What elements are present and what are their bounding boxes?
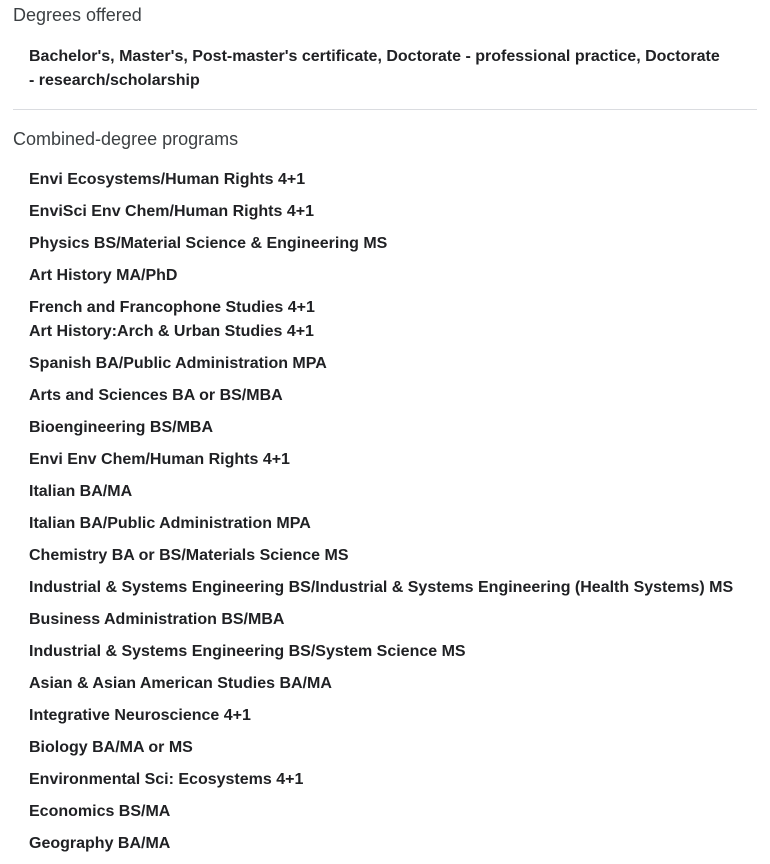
section-divider xyxy=(13,109,757,110)
program-item: EnviSci Env Chem/Human Rights 4+1 xyxy=(29,203,314,220)
program-item: Industrial & Systems Engineering BS/System Science MS xyxy=(29,643,466,660)
program-item: Chemistry BA or BS/Materials Science MS xyxy=(29,547,349,564)
degrees-offered-text: Bachelor's, Master's, Post-master's certificate, Doctorate - professional practice, Doctorate - research/scholarship xyxy=(29,48,720,89)
program-item: Economics BS/MA xyxy=(29,803,171,820)
program-item: Art History MA/PhD xyxy=(29,267,178,284)
program-item: Asian & Asian American Studies BA/MA xyxy=(29,675,332,692)
combined-program-list xyxy=(29,168,733,864)
program-item: Biology BA/MA or MS xyxy=(29,739,193,756)
degrees-offered-heading: Degrees offered xyxy=(13,5,142,25)
program-item: French and Francophone Studies 4+1 xyxy=(29,299,315,316)
program-item: Integrative Neuroscience 4+1 xyxy=(29,707,251,724)
program-item: Environmental Sci: Ecosystems 4+1 xyxy=(29,771,304,788)
program-item: Envi Ecosystems/Human Rights 4+1 xyxy=(29,171,306,188)
program-item: Geography BA/MA xyxy=(29,835,171,852)
program-item: Bioengineering BS/MBA xyxy=(29,419,214,436)
program-item: Physics BS/Material Science & Engineering MS xyxy=(29,235,388,252)
program-item: Industrial & Systems Engineering BS/Industrial & Systems Engineering (Health Systems) MS xyxy=(29,579,734,596)
combined-degree-programs-heading: Combined-degree programs xyxy=(13,129,239,149)
program-item: Spanish BA/Public Administration MPA xyxy=(29,355,327,372)
program-item: Italian BA/MA xyxy=(29,483,133,500)
program-item: Arts and Sciences BA or BS/MBA xyxy=(29,387,283,404)
program-item: Business Administration BS/MBA xyxy=(29,611,285,628)
program-item: Envi Env Chem/Human Rights 4+1 xyxy=(29,451,290,468)
program-item: Italian BA/Public Administration MPA xyxy=(29,515,311,532)
program-item: Art History:Arch & Urban Studies 4+1 xyxy=(29,323,314,340)
